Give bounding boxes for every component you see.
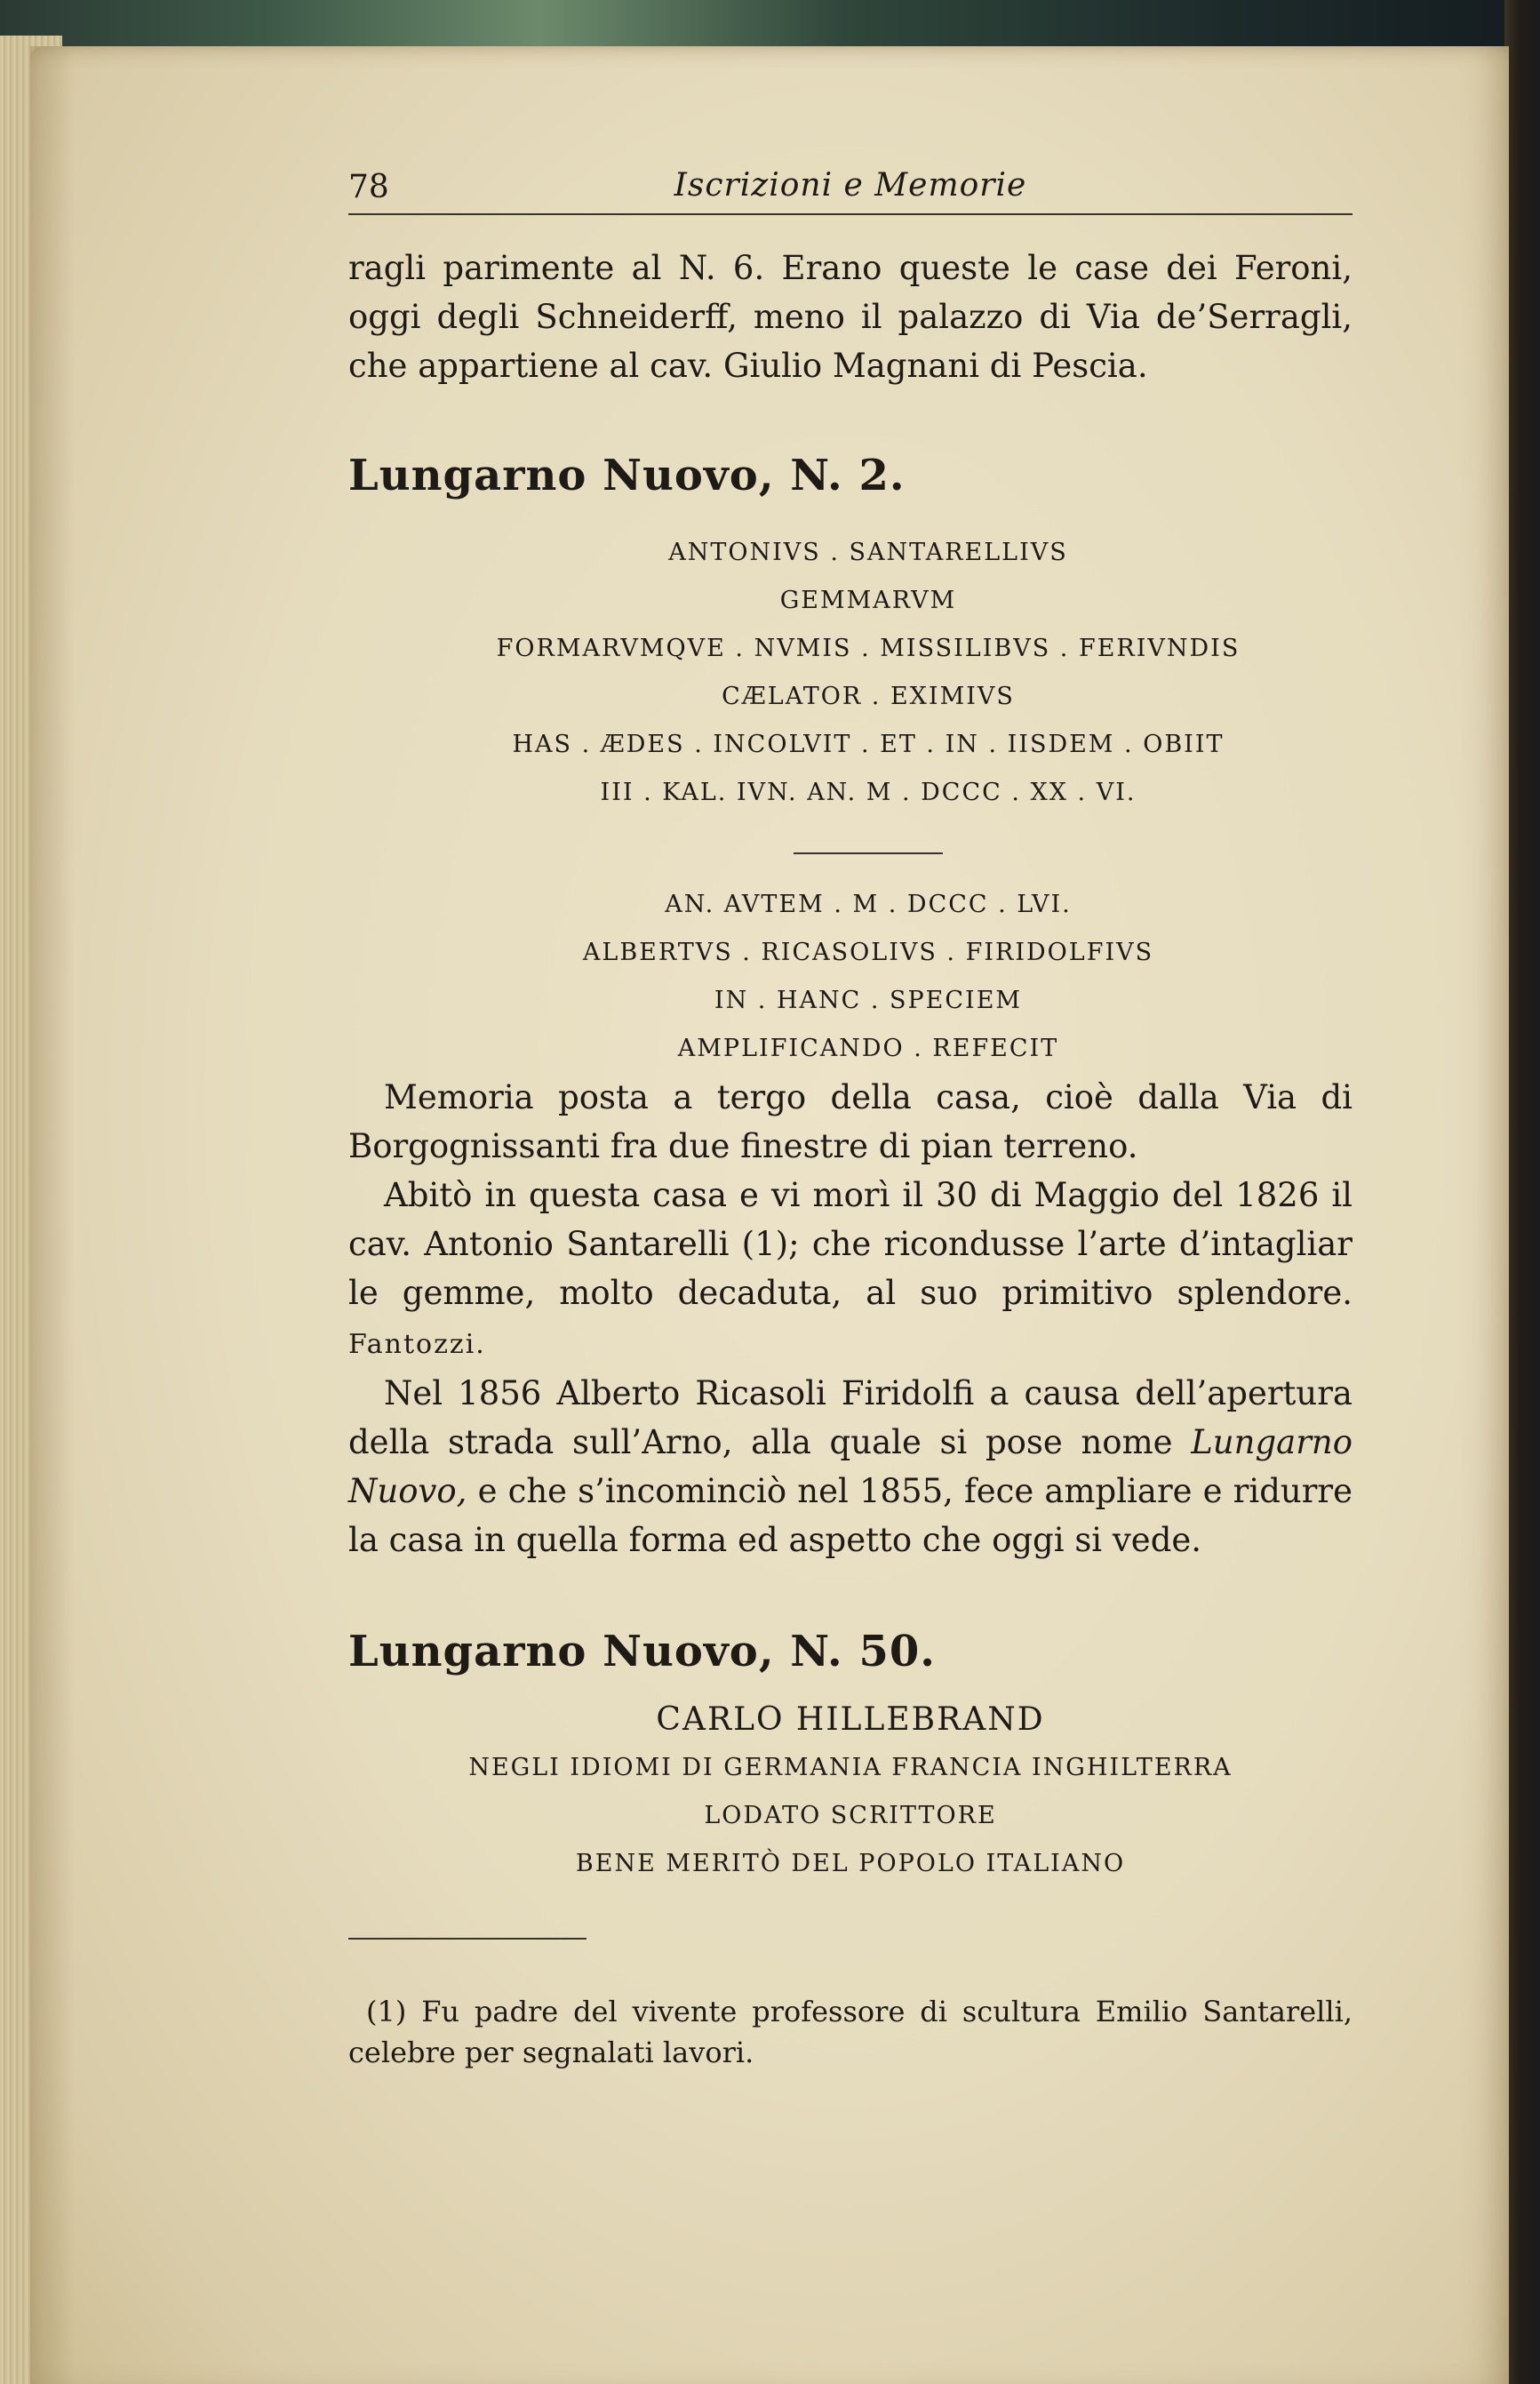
inscription-line: NEGLI IDIOMI DI GERMANIA FRANCIA INGHILTERRA: [468, 1754, 1233, 1781]
section-heading-n50: Lungarno Nuovo, N. 50.: [348, 1627, 936, 1676]
inscription-line: FORMARVMQVE . NVMIS . MISSILIBVS . FERIVNDIS: [496, 635, 1241, 662]
book-cover-right: [1504, 0, 1540, 2384]
source-citation: Fantozzi.: [348, 1329, 486, 1360]
inscription-line: AN. AVTEM . M . DCCC . LVI.: [665, 891, 1072, 918]
ricasoli-italic-name: Lungarno Nuovo,: [348, 1423, 1352, 1510]
intro-paragraph: ragli parimente al N. 6. Erano queste le case dei Feroni, oggi degli Schneiderff, meno il palazzo di Via de’Serragli, che appartiene al cav. Giulio Magnani di Pescia.: [348, 249, 1352, 385]
page-number: 78: [348, 169, 389, 205]
memoria-paragraph: Memoria posta a tergo della casa, cioè dalla Via di Borgognissanti fra due finestre di pian terreno.: [348, 1078, 1352, 1165]
ricasoli-paragraph: [348, 1369, 1352, 1564]
santarelli-paragraph: [348, 1171, 1352, 1369]
section-heading-n2: Lungarno Nuovo, N. 2.: [348, 451, 906, 500]
inscription-line: BENE MERITÒ DEL POPOLO ITALIANO: [575, 1850, 1126, 1877]
ricasoli-text-before: Nel 1856 Alberto Ricasoli Firidolfi a causa dell’apertura della strada sull’Arno, alla quale si pose nome: [348, 1374, 1352, 1461]
inscription-line: ANTONIVS . SANTARELLIVS: [668, 539, 1068, 566]
inscription-name: CARLO HILLEBRAND: [656, 1701, 1045, 1738]
inscription-line: LODATO SCRITTORE: [704, 1802, 997, 1829]
inscription-line: GEMMARVM: [779, 587, 957, 614]
inscription-line: HAS . ÆDES . INCOLVIT . ET . IN . IISDEM . OBIIT: [512, 731, 1225, 758]
inscription-divider: [794, 852, 943, 854]
page-content: [348, 160, 1352, 2073]
inscription-line: AMPLIFICANDO . REFECIT: [677, 1035, 1059, 1062]
running-title: Iscrizioni e Memorie: [674, 167, 1027, 204]
inscription-line: CÆLATOR . EXIMIVS: [722, 683, 1015, 710]
inscription-line: IN . HANC . SPECIEM: [714, 987, 1023, 1014]
footnote-divider: [348, 1938, 586, 1940]
running-head: [348, 160, 1352, 215]
ricasoli-text-after: e che s’incominciò nel 1855, fece ampliare e ridurre la casa in quella forma ed aspetto che oggi si vede.: [348, 1472, 1352, 1559]
santarelli-text: Abitò in questa casa e vi morì il 30 di Maggio del 1826 il cav. Antonio Santarelli (1); che ricondusse l’arte d’intagliar le gemme, molto decaduta, al suo primitivo splendore.: [348, 1176, 1352, 1312]
page-gutter: [30, 46, 75, 2384]
inscription-line: ALBERTVS . RICASOLIVS . FIRIDOLFIVS: [582, 939, 1154, 966]
inscription-line: III . KAL. IVN. AN. M . DCCC . XX . VI.: [600, 779, 1137, 806]
footnote: (1) Fu padre del vivente professore di scultura Emilio Santarelli, celebre per segnalati lavori.: [348, 1995, 1352, 2069]
